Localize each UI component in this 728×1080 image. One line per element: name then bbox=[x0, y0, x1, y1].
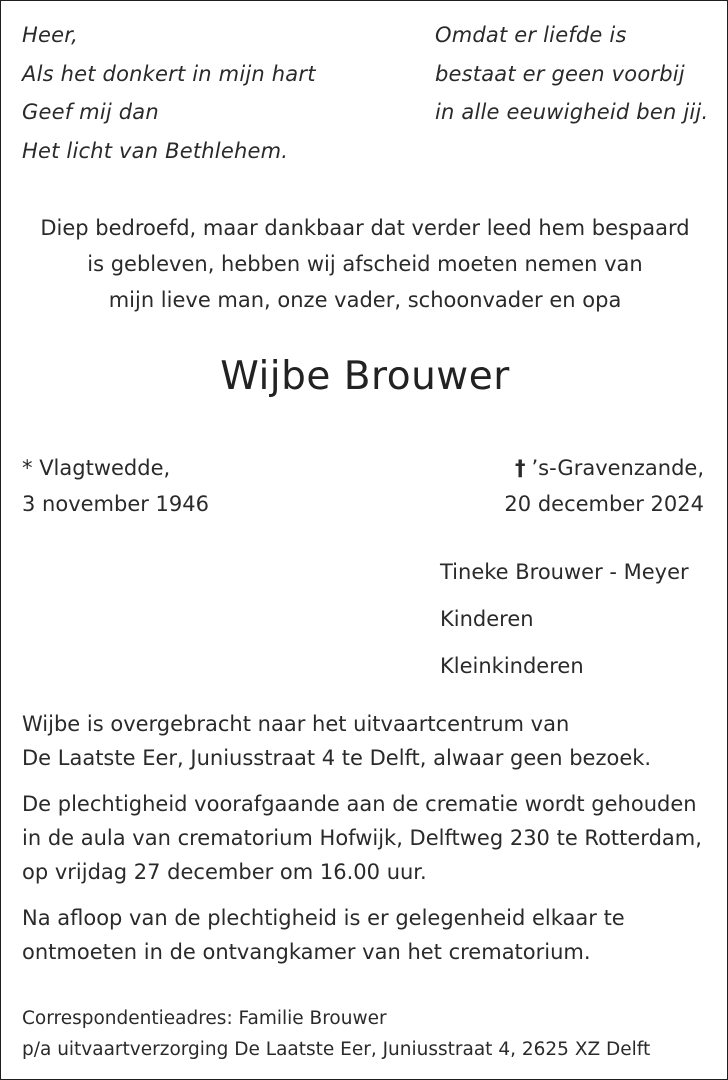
death-date: 20 december 2024 bbox=[504, 492, 704, 516]
family-list bbox=[440, 549, 689, 690]
family-member: Kinderen bbox=[440, 607, 534, 631]
family-member: Tineke Brouwer - Meyer bbox=[440, 560, 689, 584]
paragraph-line: Na afloop van de plechtigheid is er gelegenheid elkaar te bbox=[22, 906, 625, 930]
paragraph-line: in de aula van crematorium Hofwijk, Delftweg 230 te Rotterdam, bbox=[22, 826, 702, 850]
correspondence-line: p/a uitvaartverzorging De Laatste Eer, Juniusstraat 4, 2625 XZ Delft bbox=[22, 1039, 651, 1060]
paragraph-line: ontmoeten in de ontvangkamer van het crematorium. bbox=[22, 940, 591, 964]
correspondence-line: Correspondentieadres: Familie Brouwer bbox=[22, 1008, 387, 1029]
paragraph-reception bbox=[22, 901, 702, 969]
death-info bbox=[504, 450, 704, 522]
poem-line: Geef mij dan bbox=[22, 100, 159, 124]
birth-place-line bbox=[22, 450, 209, 486]
deceased-name: Wijbe Brouwer bbox=[220, 354, 510, 399]
poem-line: Heer, bbox=[22, 23, 79, 47]
notice-body bbox=[22, 707, 702, 981]
poem-line: Het licht van Bethlehem. bbox=[22, 138, 289, 163]
poem-line: in alle eeuwigheid ben jij. bbox=[435, 100, 709, 124]
death-place-line bbox=[504, 450, 704, 486]
poem-left bbox=[22, 16, 316, 170]
paragraph-transfer bbox=[22, 707, 702, 775]
poem-line: bestaat er geen voorbij bbox=[435, 61, 685, 86]
intro-line: Diep bedroefd, maar dankbaar dat verder leed hem bespaard bbox=[40, 216, 690, 240]
paragraph-line: Wijbe is overgebracht naar het uitvaartcentrum van bbox=[22, 712, 570, 736]
correspondence-address bbox=[22, 1003, 650, 1065]
birth-marker-icon: * bbox=[22, 456, 33, 480]
poem-line: Als het donkert in mijn hart bbox=[22, 61, 316, 86]
birth-date: 3 november 1946 bbox=[22, 492, 210, 516]
birth-place: Vlagtwedde, bbox=[39, 456, 171, 480]
death-place: ’s-Gravenzande, bbox=[531, 456, 704, 480]
poem-line: Omdat er liefde is bbox=[435, 23, 627, 47]
paragraph-line: op vrijdag 27 december om 16.00 uur. bbox=[22, 860, 427, 884]
intro-line: is gebleven, hebben wij afscheid moeten nemen van bbox=[87, 252, 643, 276]
family-member: Kleinkinderen bbox=[440, 654, 584, 678]
intro-line: mijn lieve man, onze vader, schoonvader en opa bbox=[108, 288, 622, 312]
announcement-intro bbox=[1, 210, 728, 318]
paragraph-ceremony bbox=[22, 787, 702, 889]
birth-info bbox=[22, 450, 209, 522]
poem-right bbox=[435, 16, 708, 132]
paragraph-line: De Laatste Eer, Juniusstraat 4 te Delft, alwaar geen bezoek. bbox=[22, 746, 652, 770]
cross-icon: † bbox=[514, 456, 526, 480]
paragraph-line: De plechtigheid voorafgaande aan de crematie wordt gehouden bbox=[22, 792, 697, 816]
